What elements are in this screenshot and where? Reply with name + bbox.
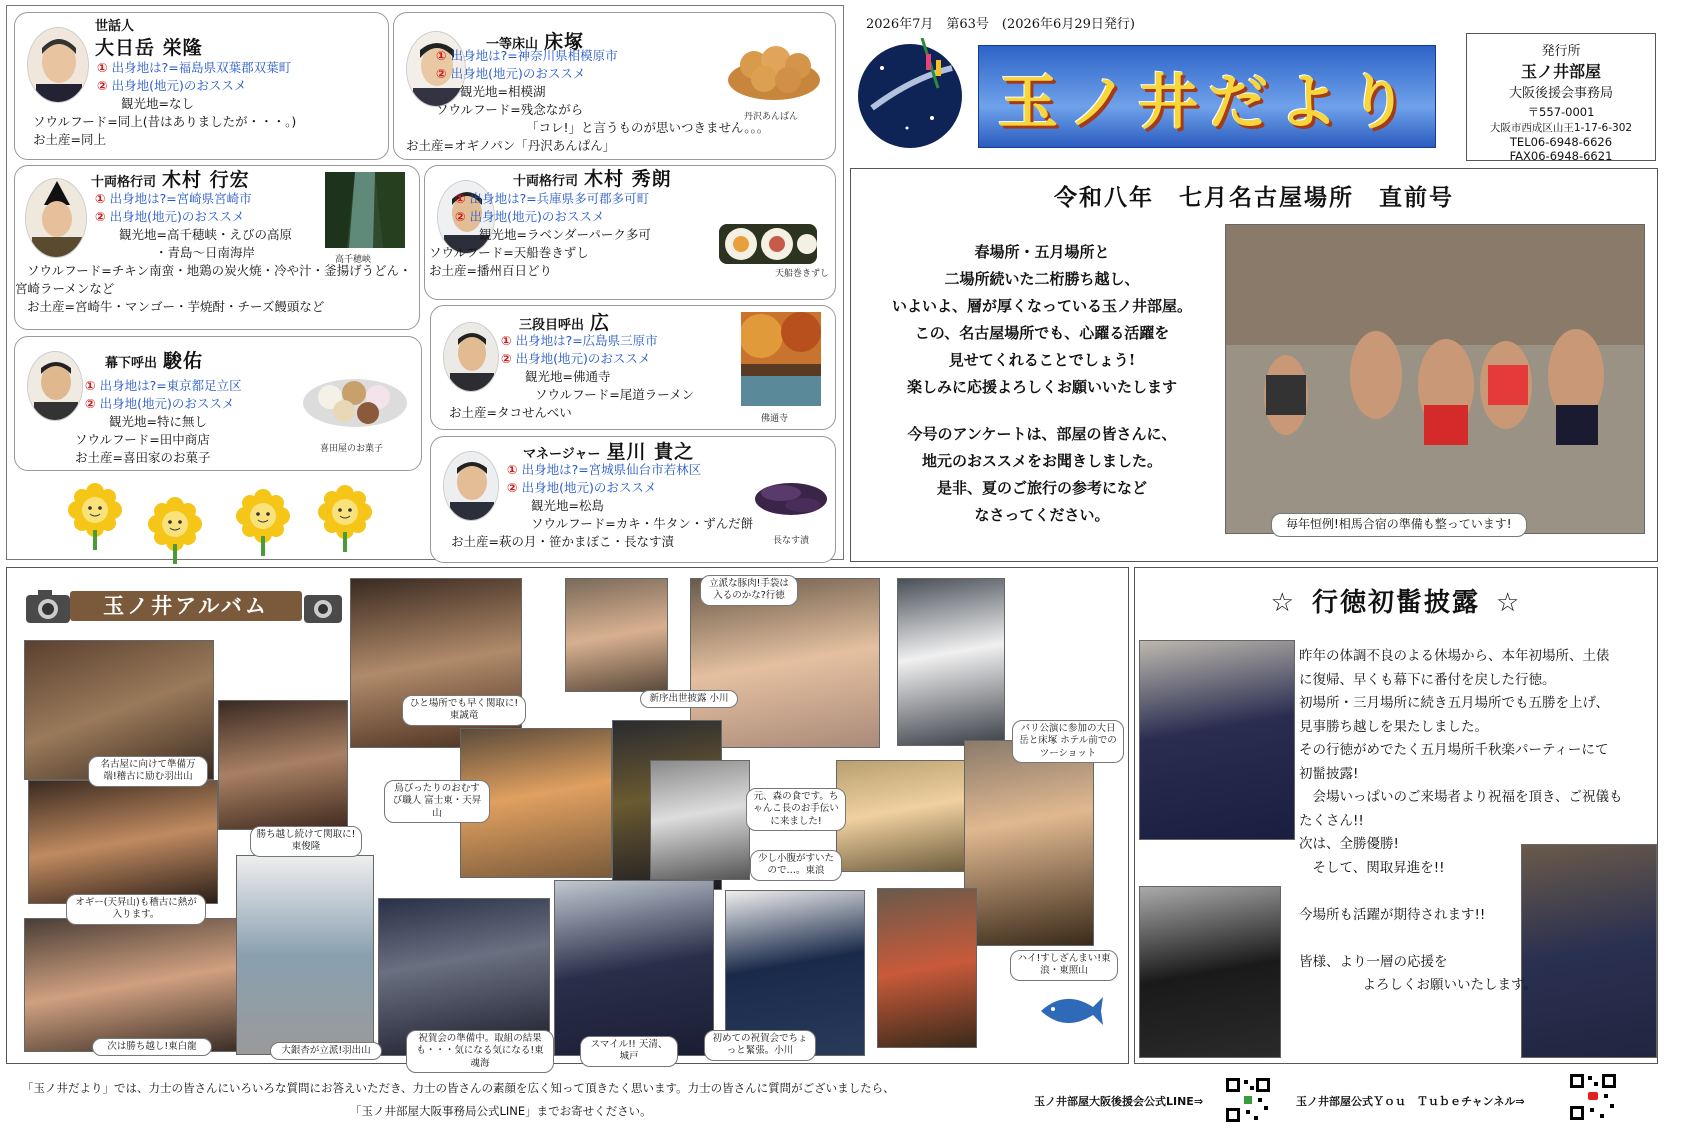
- profile-line: ソウルフード=カキ・牛タン・ずんだ餅: [531, 516, 754, 531]
- food-caption: 高千穂峡: [335, 255, 372, 265]
- gyotoku-section: [1134, 567, 1658, 1064]
- profile-line: 出身地(地元)のおススメ: [521, 480, 657, 495]
- profile-line: ・青島～日南海岸: [155, 245, 256, 260]
- food-caption: 長なす漬: [773, 536, 810, 546]
- publisher-zip: 〒557-0001: [1527, 105, 1595, 119]
- gyotoku-line: 会場いっぱいのご来場者より祝福を頂き、ご祝儀も: [1299, 789, 1623, 805]
- feature-body-line: なさってください。: [974, 506, 1110, 524]
- gyotoku-line: 見事勝ち越しを果たしました。: [1299, 718, 1488, 735]
- album-photo: [964, 740, 1094, 946]
- sunflower-icon: [60, 480, 130, 550]
- profile-line: 出身地(地元)のおススメ: [469, 209, 605, 224]
- footer-note: 「玉ノ井だより」では、力士の皆さんにいろいろな質問にお答えいただき、力士の皆さんの素顔を広く知って頂きたく思います。力士の皆さんに質問がございましたら、: [22, 1081, 895, 1095]
- profile-line: 「コレ!」と言うものが思いつきません。。。: [526, 120, 770, 135]
- gyotoku-photo: [1139, 886, 1281, 1058]
- gyotoku-line: 初場所・三月場所に続き五月場所でも五勝を上げ、: [1299, 695, 1609, 711]
- album-caption: ハイ!すしざんまい!東浪・東照山: [1010, 950, 1118, 981]
- album-caption: 元、森の食です。ちゃんこ長のお手伝いに来ました!: [746, 788, 846, 831]
- profile-line: 出身地は?=宮崎県宮崎市: [109, 191, 252, 206]
- profile-line: 観光地=相模湖: [460, 84, 546, 99]
- album-photo: [28, 780, 218, 904]
- camera-icon: [24, 587, 72, 625]
- gyotoku-line: たくさん!!: [1299, 812, 1364, 829]
- gyotoku-title: 行徳初髷披露: [1311, 588, 1480, 618]
- camera-icon: [302, 587, 344, 625]
- eggplant-image: [751, 467, 831, 523]
- line-qr-code[interactable]: [1224, 1076, 1272, 1124]
- youtube-label: 玉ノ井部屋公式Ｙｏｕ Ｔｕｂｅチャンネル⇒: [1296, 1095, 1525, 1108]
- food-caption: 丹沢あんぱん: [744, 112, 799, 122]
- line-label: 玉ノ井部屋大阪後援会公式LINE⇒: [1034, 1095, 1204, 1108]
- profile-line: ソウルフード=田中商店: [75, 432, 210, 447]
- temple-image: [741, 312, 821, 406]
- profile-card-5: 幕下呼出 駿佑 ① 出身地は?=東京都足立区 ② 出身地(地元)のおススメ 観光地=特に無し ソウルフード=田中商店 お土産=喜田家のお菓子 喜田屋のお菓子: [14, 336, 422, 471]
- profile-line: 観光地=特に無し: [109, 414, 207, 429]
- gyotoku-line: よろしくお願いいたします。: [1349, 977, 1537, 993]
- profile-name: 木村 行宏: [162, 169, 250, 191]
- album-caption: 次は勝ち越し!東白龍: [92, 1038, 212, 1056]
- album-caption: 大銀杏が立派!羽出山: [270, 1042, 382, 1060]
- profile-line: ソウルフード=尾道ラーメン: [535, 387, 695, 402]
- feature-body-line: いよいよ、層が厚くなっている玉ノ井部屋。: [891, 297, 1192, 315]
- avatar: [443, 451, 499, 521]
- profile-line: ソウルフード=残念ながら: [436, 102, 584, 117]
- footer-note: 「玉ノ井部屋大阪事務局公式LINE」までお寄せください。: [350, 1104, 652, 1118]
- profile-line: 出身地(地元)のおススメ: [109, 209, 245, 224]
- gyotoku-line: その行徳がめでたく五月場所千秋楽パーティーにて: [1299, 742, 1609, 758]
- album-caption: 立派な豚肉!手袋は入るのかな?行徳: [700, 575, 798, 606]
- gyotoku-line: [1299, 880, 1622, 904]
- album-photo: [554, 880, 714, 1056]
- profile-line: 観光地=なし: [121, 96, 194, 111]
- profile-name: 木村 秀朗: [584, 168, 672, 190]
- profile-card-2: 十両格行司 木村 行宏 ① 出身地は?=宮崎県宮崎市 ② 出身地(地元)のおススメ 観光地=高千穂峡・えびの高原 ・青島～日南海岸 ソウルフード=チキン南蛮・地鶏の炭火焼・冷や汁・釜揚げうどん・ 宮崎ラーメンなど お土産=宮崎牛・マンゴー・芋焼酎・チーズ饅頭など 高千穂峡: [14, 165, 420, 330]
- profile-line: 出身地(地元)のおススメ: [99, 396, 235, 411]
- profile-line: 出身地は?=広島県三原市: [515, 333, 658, 348]
- profile-name: 広: [590, 312, 611, 334]
- gyotoku-line: 今場所も活躍が期待されます!!: [1299, 906, 1486, 923]
- album-title-banner: [24, 585, 344, 627]
- profile-name: 床塚: [544, 31, 585, 53]
- publisher-label: 発行所: [1541, 44, 1581, 59]
- night-sky-logo: [852, 38, 970, 148]
- profile-name: 駿佑: [163, 350, 204, 372]
- sunflower-icon: [140, 494, 210, 564]
- training-camp-photo: [1225, 224, 1645, 534]
- gyotoku-photo: [1139, 640, 1295, 840]
- profile-role: マネージャー: [523, 447, 601, 462]
- anpan-image: [724, 35, 824, 105]
- profile-line: お土産=同上: [33, 132, 106, 147]
- profile-line: ソウルフード=同上(昔はありましたが・・・。): [33, 114, 297, 129]
- gyotoku-line: 初髷披露!: [1299, 765, 1359, 782]
- profile-line: 出身地(地元)のおススメ: [111, 78, 247, 93]
- profile-line: 出身地は?=東京都足立区: [99, 378, 242, 393]
- profile-role: 十両格行司: [91, 175, 157, 190]
- profile-line: お土産=喜田家のお菓子: [75, 450, 211, 465]
- feature-section: [850, 168, 1658, 562]
- profile-name: 星川 貴之: [606, 441, 695, 463]
- profile-line: お土産=タコせんべい: [449, 405, 572, 420]
- food-caption: 喜田屋のお菓子: [320, 444, 384, 454]
- profile-role: 世話人: [95, 19, 135, 34]
- feature-body-line: 是非、夏のご旅行の参考になど: [936, 479, 1147, 497]
- feature-body-line: 今号のアンケートは、部屋の皆さんに、: [907, 425, 1177, 443]
- gyotoku-line: 皆様、より一層の応援を: [1299, 953, 1448, 970]
- profile-line: ソウルフード=チキン南蛮・地鶏の炭火焼・冷や汁・釜揚げうどん・: [27, 263, 412, 278]
- album-caption: 鳥びったりのおむすび職人 富士東・天昇山: [384, 780, 490, 823]
- profile-line: お土産=オギノパン「丹沢あんぱん」: [406, 138, 616, 153]
- avatar: [27, 351, 83, 421]
- profile-line: 出身地(地元)のおススメ: [515, 351, 651, 366]
- profile-card-1: 一等床山 床塚 ① 出身地は?=神奈川県相模原市 ② 出身地(地元)のおススメ 観光地=相模湖 ソウルフード=残念ながら 「コレ!」と言うものが思いつきません。。。 お土産=オギノパン「丹沢あんぱん」 丹沢あんぱん: [393, 12, 836, 160]
- avatar: [443, 322, 499, 392]
- album-photo: [836, 760, 976, 872]
- profile-role: 三段目呼出: [519, 318, 585, 333]
- profile-line: 観光地=佛通寺: [525, 369, 611, 384]
- star-icon: ☆: [1496, 588, 1522, 618]
- food-caption: 天船巻きずし: [775, 269, 830, 279]
- album-caption: ひと場所でも早く関取に!東誠竜: [402, 695, 526, 726]
- album-title: 玉ノ井アルバム: [103, 594, 269, 618]
- album-caption: スマイル!! 天清、城戸: [580, 1036, 678, 1067]
- album-caption: 名古屋に向けて準備万端!稽古に励む羽出山: [88, 756, 208, 787]
- album-photo: [236, 855, 374, 1055]
- profile-line: 出身地は?=兵庫県多可郡多可町: [469, 191, 650, 206]
- title-banner: [978, 45, 1436, 148]
- feature-body-line: 二場所続いた二桁勝ち越し、: [944, 270, 1140, 288]
- tuna-icon: [1035, 985, 1105, 1035]
- album-caption: オギー(天昇山)も稽古に熱が入ります。: [66, 894, 206, 925]
- newsletter-title: 玉ノ井だより: [998, 67, 1418, 138]
- sunflower-icon: [228, 486, 298, 556]
- profile-line: お土産=萩の月・笹かまぼこ・長なす漬: [451, 534, 674, 549]
- album-caption: 新序出世披露 小川: [640, 690, 738, 708]
- profile-role: 十両格行司: [513, 174, 579, 189]
- profile-card-3: 十両格行司 木村 秀朗 ① 出身地は?=兵庫県多可郡多可町 ② 出身地(地元)のおススメ 観光地=ラベンダーパーク多可 ソウルフード=天船巻きずし お土産=播州百日どり 天船巻きずし: [424, 165, 836, 300]
- sunflower-icon: [310, 482, 380, 552]
- publisher-name: 玉ノ井部屋: [1520, 62, 1601, 81]
- issue-info: 2026年7月 第63号 (2026年6月29日発行): [866, 17, 1135, 32]
- gyotoku-line: 次は、全勝優勝!: [1299, 836, 1399, 852]
- album-caption: 祝賀会の準備中。取組の結果も・・・気になる気になる!東魂海: [406, 1030, 554, 1073]
- avatar: [27, 27, 89, 103]
- profile-line: 宮崎ラーメンなど: [15, 281, 115, 296]
- profile-line: ソウルフード=天船巻きずし: [429, 245, 589, 260]
- album-photo: [218, 700, 348, 830]
- profile-line: 出身地は?=宮城県仙台市若林区: [521, 462, 702, 477]
- publisher-sub: 大阪後援会事務局: [1508, 86, 1613, 101]
- publisher-fax: FAX06-6948-6621: [1509, 149, 1613, 163]
- profile-line: 観光地=松島: [531, 498, 604, 513]
- profile-line: 出身地は?=福島県双葉郡双葉町: [111, 60, 292, 75]
- album-caption: パリ公演に参加の大日岳と床塚 ホテル前でのツーショット: [1012, 720, 1124, 763]
- photo-caption: 毎年恒例!相馬合宿の準備も整っています!: [1271, 513, 1527, 537]
- gyotoku-line: そして、関取昇進を!!: [1299, 859, 1445, 876]
- album-photo: [650, 760, 750, 880]
- publisher-address: 大阪市西成区山王1-17-6-302: [1489, 122, 1633, 134]
- gyotoku-line: に復帰、早くも幕下に番付を戻した行徳。: [1299, 671, 1556, 688]
- profile-line: お土産=播州百日どり: [429, 263, 552, 278]
- profile-card-0: 世話人 大日岳 栄隆 ① 出身地は?=福島県双葉郡双葉町 ② 出身地(地元)のおススメ 観光地=なし ソウルフード=同上(昔はありましたが・・・。) お土産=同上: [14, 12, 389, 160]
- food-caption: 佛通寺: [761, 414, 789, 424]
- gyotoku-line: [1299, 927, 1622, 951]
- youtube-qr-code[interactable]: [1568, 1072, 1618, 1122]
- publisher-box: [1466, 33, 1656, 161]
- feature-body-line: 春場所・五月場所と: [974, 243, 1110, 261]
- profile-card-4: 三段目呼出 広 ① 出身地は?=広島県三原市 ② 出身地(地元)のおススメ 観光地=佛通寺 ソウルフード=尾道ラーメン お土産=タコせんべい 佛通寺: [430, 305, 836, 430]
- album-caption: 初めての祝賀会でちょっと緊張。小川: [704, 1030, 816, 1061]
- album-caption: 勝ち越し続けて関取に!東俊隆: [250, 826, 362, 857]
- profile-name: 大日岳 栄隆: [95, 37, 203, 59]
- profile-role: 一等床山: [486, 37, 539, 52]
- album-photo: [565, 578, 668, 692]
- feature-body-line: 楽しみに応援よろしくお願いいたします: [906, 378, 1177, 396]
- profile-card-6: マネージャー 星川 貴之 ① 出身地は?=宮城県仙台市若林区 ② 出身地(地元)のおススメ 観光地=松島 ソウルフード=カキ・牛タン・ずんだ餅 お土産=萩の月・笹かまぼこ・長なす漬 長なす漬: [430, 436, 836, 563]
- feature-body-line: 見せてくれることでしょう!: [948, 351, 1136, 369]
- sweets-image: [300, 361, 410, 431]
- profile-role: 幕下呼出: [105, 356, 158, 371]
- profile-line: 観光地=高千穂峡・えびの高原: [119, 227, 292, 242]
- album-caption: 少し小腹がすいたので…。東浪: [750, 850, 842, 881]
- feature-heading: 令和八年 七月名古屋場所 直前号: [1054, 184, 1454, 211]
- profile-line: 観光地=ラベンダーパーク多可: [479, 227, 651, 242]
- profile-line: お土産=宮崎牛・マンゴー・芋焼酎・チーズ饅頭など: [27, 299, 325, 314]
- profile-line: 出身地(地元)のおススメ: [450, 66, 586, 81]
- album-photo: [24, 918, 238, 1052]
- album-photo: [897, 578, 1005, 746]
- publisher-tel: TEL06-6948-6626: [1509, 135, 1613, 149]
- profile-line: 出身地は?=神奈川県相模原市: [450, 48, 618, 63]
- star-icon: ☆: [1270, 588, 1296, 618]
- sushi-image: [713, 216, 823, 272]
- gorge-image: [325, 172, 405, 248]
- feature-body-line: 地元のおススメをお聞きしました。: [921, 452, 1162, 470]
- gyotoku-line: 昨年の体調不良のよる休場から、本年初場所、土俵: [1299, 648, 1610, 664]
- album-photo: [877, 888, 977, 1048]
- feature-body-line: この、名古屋場所でも、心躍る活躍を: [914, 324, 1170, 342]
- avatar: [25, 178, 87, 258]
